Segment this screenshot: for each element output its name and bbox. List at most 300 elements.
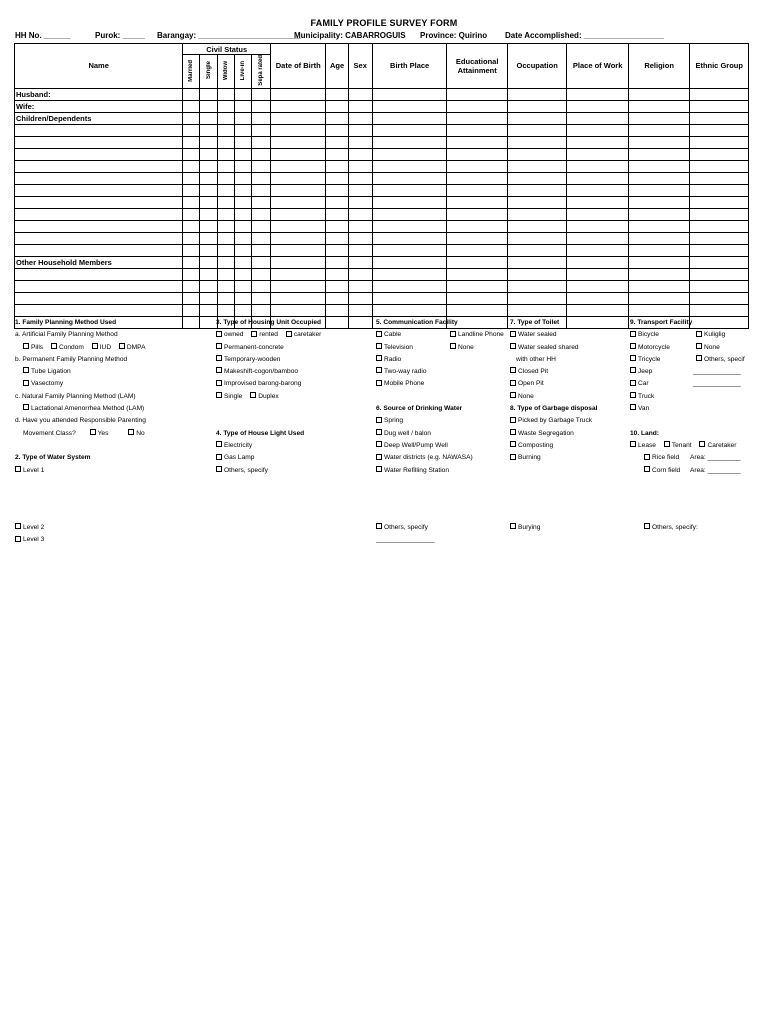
- table-cell[interactable]: [200, 100, 217, 112]
- table-cell[interactable]: [567, 184, 629, 196]
- corn-field-checkbox[interactable]: [644, 466, 650, 472]
- table-cell[interactable]: [251, 220, 270, 232]
- table-cell[interactable]: [234, 292, 251, 304]
- name-cell[interactable]: [15, 184, 183, 196]
- table-cell[interactable]: [348, 196, 372, 208]
- table-cell[interactable]: [447, 232, 507, 244]
- table-cell[interactable]: [217, 100, 234, 112]
- transport-none-checkbox[interactable]: [696, 343, 702, 349]
- table-cell[interactable]: [217, 244, 234, 256]
- table-cell[interactable]: [690, 304, 749, 316]
- table-cell[interactable]: [183, 232, 200, 244]
- table-cell[interactable]: [690, 136, 749, 148]
- name-cell[interactable]: Husband:: [15, 88, 183, 100]
- table-cell[interactable]: [447, 208, 507, 220]
- table-cell[interactable]: [348, 136, 372, 148]
- table-cell[interactable]: [628, 292, 690, 304]
- table-cell[interactable]: [507, 88, 566, 100]
- table-cell[interactable]: [217, 232, 234, 244]
- barangay-field[interactable]: Barangay: _______________________: [157, 31, 301, 40]
- vasectomy-checkbox[interactable]: [23, 380, 29, 386]
- table-cell[interactable]: [183, 220, 200, 232]
- water-sealed-checkbox[interactable]: [510, 331, 516, 337]
- table-cell[interactable]: [326, 304, 348, 316]
- table-cell[interactable]: [217, 220, 234, 232]
- table-cell[interactable]: [183, 112, 200, 124]
- table-cell[interactable]: [507, 292, 566, 304]
- table-cell[interactable]: [251, 112, 270, 124]
- table-cell[interactable]: [183, 292, 200, 304]
- table-cell[interactable]: [271, 280, 326, 292]
- table-cell[interactable]: [200, 280, 217, 292]
- table-cell[interactable]: [326, 124, 348, 136]
- table-cell[interactable]: [271, 100, 326, 112]
- table-cell[interactable]: [567, 88, 629, 100]
- table-cell[interactable]: [234, 136, 251, 148]
- table-cell[interactable]: [628, 136, 690, 148]
- corn-area-field[interactable]: Area: _________: [690, 466, 741, 474]
- table-cell[interactable]: [567, 196, 629, 208]
- table-cell[interactable]: [251, 268, 270, 280]
- table-cell[interactable]: [447, 172, 507, 184]
- table-cell[interactable]: [348, 280, 372, 292]
- gas-lamp-checkbox[interactable]: [216, 454, 222, 460]
- table-cell[interactable]: [234, 184, 251, 196]
- table-cell[interactable]: [271, 88, 326, 100]
- land-caretaker-checkbox[interactable]: [699, 441, 705, 447]
- name-cell[interactable]: [15, 148, 183, 160]
- table-cell[interactable]: [234, 232, 251, 244]
- table-cell[interactable]: [690, 172, 749, 184]
- table-cell[interactable]: [326, 196, 348, 208]
- table-cell[interactable]: [251, 124, 270, 136]
- table-cell[interactable]: [271, 184, 326, 196]
- table-cell[interactable]: [372, 232, 447, 244]
- lam-checkbox[interactable]: [23, 404, 29, 410]
- table-cell[interactable]: [690, 88, 749, 100]
- truck-checkbox[interactable]: [630, 392, 636, 398]
- table-cell[interactable]: [251, 160, 270, 172]
- table-cell[interactable]: [234, 256, 251, 268]
- table-cell[interactable]: [690, 268, 749, 280]
- table-cell[interactable]: [217, 256, 234, 268]
- table-cell[interactable]: [234, 280, 251, 292]
- table-cell[interactable]: [628, 256, 690, 268]
- table-cell[interactable]: [217, 304, 234, 316]
- name-cell[interactable]: [15, 196, 183, 208]
- table-cell[interactable]: [628, 208, 690, 220]
- name-cell[interactable]: [15, 136, 183, 148]
- table-cell[interactable]: [183, 208, 200, 220]
- table-cell[interactable]: [200, 196, 217, 208]
- table-cell[interactable]: [507, 124, 566, 136]
- table-cell[interactable]: [326, 160, 348, 172]
- table-cell[interactable]: [271, 136, 326, 148]
- composting-checkbox[interactable]: [510, 441, 516, 447]
- table-cell[interactable]: [271, 124, 326, 136]
- table-cell[interactable]: [372, 208, 447, 220]
- iud-checkbox[interactable]: [92, 343, 98, 349]
- yes-checkbox[interactable]: [90, 429, 96, 435]
- segregation-checkbox[interactable]: [510, 429, 516, 435]
- table-cell[interactable]: [372, 160, 447, 172]
- table-cell[interactable]: [628, 184, 690, 196]
- table-cell[interactable]: [507, 304, 566, 316]
- table-cell[interactable]: [183, 100, 200, 112]
- landline-checkbox[interactable]: [450, 331, 456, 337]
- table-cell[interactable]: [372, 172, 447, 184]
- table-cell[interactable]: [507, 256, 566, 268]
- table-cell[interactable]: [234, 124, 251, 136]
- table-cell[interactable]: [200, 172, 217, 184]
- table-cell[interactable]: [251, 136, 270, 148]
- table-cell[interactable]: [234, 160, 251, 172]
- table-cell[interactable]: [372, 148, 447, 160]
- table-cell[interactable]: [348, 100, 372, 112]
- refilling-checkbox[interactable]: [376, 466, 382, 472]
- name-cell[interactable]: [15, 124, 183, 136]
- table-cell[interactable]: [183, 160, 200, 172]
- burying-checkbox[interactable]: [510, 523, 516, 529]
- table-cell[interactable]: [690, 100, 749, 112]
- transport-others-checkbox[interactable]: [696, 355, 702, 361]
- table-cell[interactable]: [567, 208, 629, 220]
- water-others-checkbox[interactable]: [376, 523, 382, 529]
- table-cell[interactable]: [507, 232, 566, 244]
- van-checkbox[interactable]: [630, 404, 636, 410]
- table-cell[interactable]: [348, 148, 372, 160]
- table-cell[interactable]: [447, 256, 507, 268]
- date-accomplished-field[interactable]: Date Accomplished: __________________: [505, 31, 664, 40]
- table-cell[interactable]: [348, 112, 372, 124]
- table-cell[interactable]: [326, 280, 348, 292]
- name-cell[interactable]: [15, 304, 183, 316]
- tv-checkbox[interactable]: [376, 343, 382, 349]
- table-cell[interactable]: [372, 112, 447, 124]
- rice-field-checkbox[interactable]: [644, 454, 650, 460]
- table-cell[interactable]: [372, 304, 447, 316]
- table-cell[interactable]: [628, 124, 690, 136]
- table-cell[interactable]: [200, 112, 217, 124]
- name-cell[interactable]: [15, 172, 183, 184]
- table-cell[interactable]: [326, 100, 348, 112]
- table-cell[interactable]: [567, 124, 629, 136]
- table-cell[interactable]: [200, 208, 217, 220]
- mobile-checkbox[interactable]: [376, 380, 382, 386]
- table-cell[interactable]: [447, 220, 507, 232]
- duplex-checkbox[interactable]: [250, 392, 256, 398]
- table-cell[interactable]: [690, 208, 749, 220]
- table-cell[interactable]: [271, 148, 326, 160]
- table-cell[interactable]: [271, 292, 326, 304]
- table-cell[interactable]: [567, 172, 629, 184]
- rented-checkbox[interactable]: [251, 331, 257, 337]
- name-cell[interactable]: [15, 232, 183, 244]
- table-cell[interactable]: [628, 112, 690, 124]
- table-cell[interactable]: [447, 112, 507, 124]
- name-cell[interactable]: [15, 208, 183, 220]
- table-cell[interactable]: [372, 220, 447, 232]
- table-cell[interactable]: [183, 256, 200, 268]
- table-cell[interactable]: [251, 292, 270, 304]
- makeshift-checkbox[interactable]: [216, 367, 222, 373]
- motorcycle-checkbox[interactable]: [630, 343, 636, 349]
- table-cell[interactable]: [271, 112, 326, 124]
- table-cell[interactable]: [183, 244, 200, 256]
- table-cell[interactable]: [326, 136, 348, 148]
- table-cell[interactable]: [507, 136, 566, 148]
- table-cell[interactable]: [200, 304, 217, 316]
- table-cell[interactable]: [326, 184, 348, 196]
- table-cell[interactable]: [234, 148, 251, 160]
- table-cell[interactable]: [567, 280, 629, 292]
- improvised-checkbox[interactable]: [216, 380, 222, 386]
- dmpa-checkbox[interactable]: [119, 343, 125, 349]
- table-cell[interactable]: [372, 184, 447, 196]
- table-cell[interactable]: [234, 208, 251, 220]
- table-cell[interactable]: [628, 268, 690, 280]
- table-cell[interactable]: [348, 244, 372, 256]
- table-cell[interactable]: [251, 184, 270, 196]
- table-cell[interactable]: [628, 244, 690, 256]
- table-cell[interactable]: [271, 208, 326, 220]
- table-cell[interactable]: [348, 172, 372, 184]
- table-cell[interactable]: [234, 172, 251, 184]
- table-cell[interactable]: [271, 232, 326, 244]
- table-cell[interactable]: [628, 280, 690, 292]
- table-cell[interactable]: [348, 184, 372, 196]
- table-cell[interactable]: [234, 244, 251, 256]
- table-cell[interactable]: [234, 100, 251, 112]
- table-cell[interactable]: [447, 304, 507, 316]
- table-cell[interactable]: [447, 148, 507, 160]
- table-cell[interactable]: [183, 136, 200, 148]
- level2-checkbox[interactable]: [15, 523, 21, 529]
- table-cell[interactable]: [372, 280, 447, 292]
- table-cell[interactable]: [348, 160, 372, 172]
- table-cell[interactable]: [217, 88, 234, 100]
- table-cell[interactable]: [326, 268, 348, 280]
- table-cell[interactable]: [348, 292, 372, 304]
- table-cell[interactable]: [326, 148, 348, 160]
- table-cell[interactable]: [183, 172, 200, 184]
- hh-no-field[interactable]: HH No. ______: [15, 31, 71, 40]
- table-cell[interactable]: [690, 220, 749, 232]
- table-cell[interactable]: [628, 160, 690, 172]
- table-cell[interactable]: [217, 208, 234, 220]
- level1-checkbox[interactable]: [15, 466, 21, 472]
- table-cell[interactable]: [183, 124, 200, 136]
- table-cell[interactable]: [348, 316, 372, 328]
- water-others-blank[interactable]: ________________: [376, 536, 435, 544]
- table-cell[interactable]: [567, 136, 629, 148]
- transport-others-blank-1[interactable]: _____________: [693, 368, 741, 376]
- table-cell[interactable]: [507, 172, 566, 184]
- table-cell[interactable]: [234, 220, 251, 232]
- twoway-checkbox[interactable]: [376, 367, 382, 373]
- table-cell[interactable]: [183, 148, 200, 160]
- cable-checkbox[interactable]: [376, 331, 382, 337]
- table-cell[interactable]: [447, 136, 507, 148]
- sealed-shared-checkbox[interactable]: [510, 343, 516, 349]
- name-cell[interactable]: Other Household Members: [15, 256, 183, 268]
- table-cell[interactable]: [271, 256, 326, 268]
- table-cell[interactable]: [507, 268, 566, 280]
- table-cell[interactable]: [628, 220, 690, 232]
- table-cell[interactable]: [690, 124, 749, 136]
- table-cell[interactable]: [507, 184, 566, 196]
- table-cell[interactable]: [183, 196, 200, 208]
- table-cell[interactable]: [251, 196, 270, 208]
- table-cell[interactable]: [200, 124, 217, 136]
- table-cell[interactable]: [447, 292, 507, 304]
- table-cell[interactable]: [372, 136, 447, 148]
- table-cell[interactable]: [200, 316, 217, 328]
- temporary-checkbox[interactable]: [216, 355, 222, 361]
- table-cell[interactable]: [183, 316, 200, 328]
- table-cell[interactable]: [447, 268, 507, 280]
- table-cell[interactable]: [200, 268, 217, 280]
- name-cell[interactable]: Wife:: [15, 100, 183, 112]
- table-cell[interactable]: [271, 172, 326, 184]
- table-cell[interactable]: [567, 292, 629, 304]
- table-cell[interactable]: [217, 148, 234, 160]
- table-cell[interactable]: [200, 220, 217, 232]
- table-cell[interactable]: [326, 292, 348, 304]
- table-cell[interactable]: [507, 220, 566, 232]
- table-cell[interactable]: [234, 112, 251, 124]
- table-cell[interactable]: [326, 316, 348, 328]
- rice-area-field[interactable]: Area: _________: [690, 454, 741, 462]
- table-cell[interactable]: [217, 136, 234, 148]
- table-cell[interactable]: [326, 88, 348, 100]
- table-cell[interactable]: [326, 112, 348, 124]
- table-cell[interactable]: [372, 88, 447, 100]
- tenant-checkbox[interactable]: [664, 441, 670, 447]
- table-cell[interactable]: [200, 244, 217, 256]
- table-cell[interactable]: [567, 232, 629, 244]
- burning-checkbox[interactable]: [510, 454, 516, 460]
- table-cell[interactable]: [507, 148, 566, 160]
- table-cell[interactable]: [372, 292, 447, 304]
- owned-checkbox[interactable]: [216, 331, 222, 337]
- land-others-checkbox[interactable]: [644, 523, 650, 529]
- table-cell[interactable]: [200, 148, 217, 160]
- table-cell[interactable]: [200, 184, 217, 196]
- table-cell[interactable]: [628, 232, 690, 244]
- transport-others-blank-2[interactable]: _____________: [693, 380, 741, 388]
- table-cell[interactable]: [217, 112, 234, 124]
- table-cell[interactable]: [447, 280, 507, 292]
- table-cell[interactable]: [271, 268, 326, 280]
- electricity-checkbox[interactable]: [216, 441, 222, 447]
- name-cell[interactable]: [15, 268, 183, 280]
- name-cell[interactable]: Children/Dependents: [15, 112, 183, 124]
- light-others-checkbox[interactable]: [216, 466, 222, 472]
- table-cell[interactable]: [326, 220, 348, 232]
- table-cell[interactable]: [251, 100, 270, 112]
- table-cell[interactable]: [251, 172, 270, 184]
- name-cell[interactable]: [15, 292, 183, 304]
- table-cell[interactable]: [217, 196, 234, 208]
- table-cell[interactable]: [690, 292, 749, 304]
- table-cell[interactable]: [183, 268, 200, 280]
- name-cell[interactable]: [15, 220, 183, 232]
- table-cell[interactable]: [217, 268, 234, 280]
- table-cell[interactable]: [507, 100, 566, 112]
- table-cell[interactable]: [271, 196, 326, 208]
- table-cell[interactable]: [217, 184, 234, 196]
- table-cell[interactable]: [217, 280, 234, 292]
- table-cell[interactable]: [372, 124, 447, 136]
- table-cell[interactable]: [628, 100, 690, 112]
- table-cell[interactable]: [251, 244, 270, 256]
- pills-checkbox[interactable]: [23, 343, 29, 349]
- table-cell[interactable]: [234, 196, 251, 208]
- table-cell[interactable]: [183, 280, 200, 292]
- table-cell[interactable]: [567, 112, 629, 124]
- kuliglig-checkbox[interactable]: [696, 331, 702, 337]
- table-cell[interactable]: [690, 232, 749, 244]
- name-cell[interactable]: [15, 160, 183, 172]
- table-cell[interactable]: [348, 124, 372, 136]
- table-cell[interactable]: [326, 208, 348, 220]
- table-cell[interactable]: [372, 100, 447, 112]
- lease-checkbox[interactable]: [630, 441, 636, 447]
- table-cell[interactable]: [200, 88, 217, 100]
- table-cell[interactable]: [507, 244, 566, 256]
- purok-field[interactable]: Purok: _____: [95, 31, 145, 40]
- condom-checkbox[interactable]: [51, 343, 57, 349]
- caretaker-checkbox[interactable]: [286, 331, 292, 337]
- bicycle-checkbox[interactable]: [630, 331, 636, 337]
- table-cell[interactable]: [447, 124, 507, 136]
- table-cell[interactable]: [348, 304, 372, 316]
- table-cell[interactable]: [690, 148, 749, 160]
- table-cell[interactable]: [200, 160, 217, 172]
- tricycle-checkbox[interactable]: [630, 355, 636, 361]
- table-cell[interactable]: [200, 136, 217, 148]
- table-cell[interactable]: [251, 88, 270, 100]
- single-house-checkbox[interactable]: [216, 392, 222, 398]
- table-cell[interactable]: [217, 172, 234, 184]
- table-cell[interactable]: [251, 280, 270, 292]
- table-cell[interactable]: [690, 244, 749, 256]
- table-cell[interactable]: [507, 160, 566, 172]
- table-cell[interactable]: [567, 220, 629, 232]
- table-cell[interactable]: [567, 268, 629, 280]
- table-cell[interactable]: [326, 232, 348, 244]
- name-cell[interactable]: [15, 280, 183, 292]
- garbage-truck-checkbox[interactable]: [510, 417, 516, 423]
- level3-checkbox[interactable]: [15, 536, 21, 542]
- table-cell[interactable]: [234, 268, 251, 280]
- table-cell[interactable]: [447, 184, 507, 196]
- table-cell[interactable]: [628, 172, 690, 184]
- table-cell[interactable]: [507, 112, 566, 124]
- table-cell[interactable]: [628, 148, 690, 160]
- table-cell[interactable]: [628, 196, 690, 208]
- deep-well-checkbox[interactable]: [376, 441, 382, 447]
- table-cell[interactable]: [447, 160, 507, 172]
- table-cell[interactable]: [348, 88, 372, 100]
- table-cell[interactable]: [690, 256, 749, 268]
- jeep-checkbox[interactable]: [630, 367, 636, 373]
- table-cell[interactable]: [372, 196, 447, 208]
- table-cell[interactable]: [348, 232, 372, 244]
- dug-well-checkbox[interactable]: [376, 429, 382, 435]
- table-cell[interactable]: [326, 172, 348, 184]
